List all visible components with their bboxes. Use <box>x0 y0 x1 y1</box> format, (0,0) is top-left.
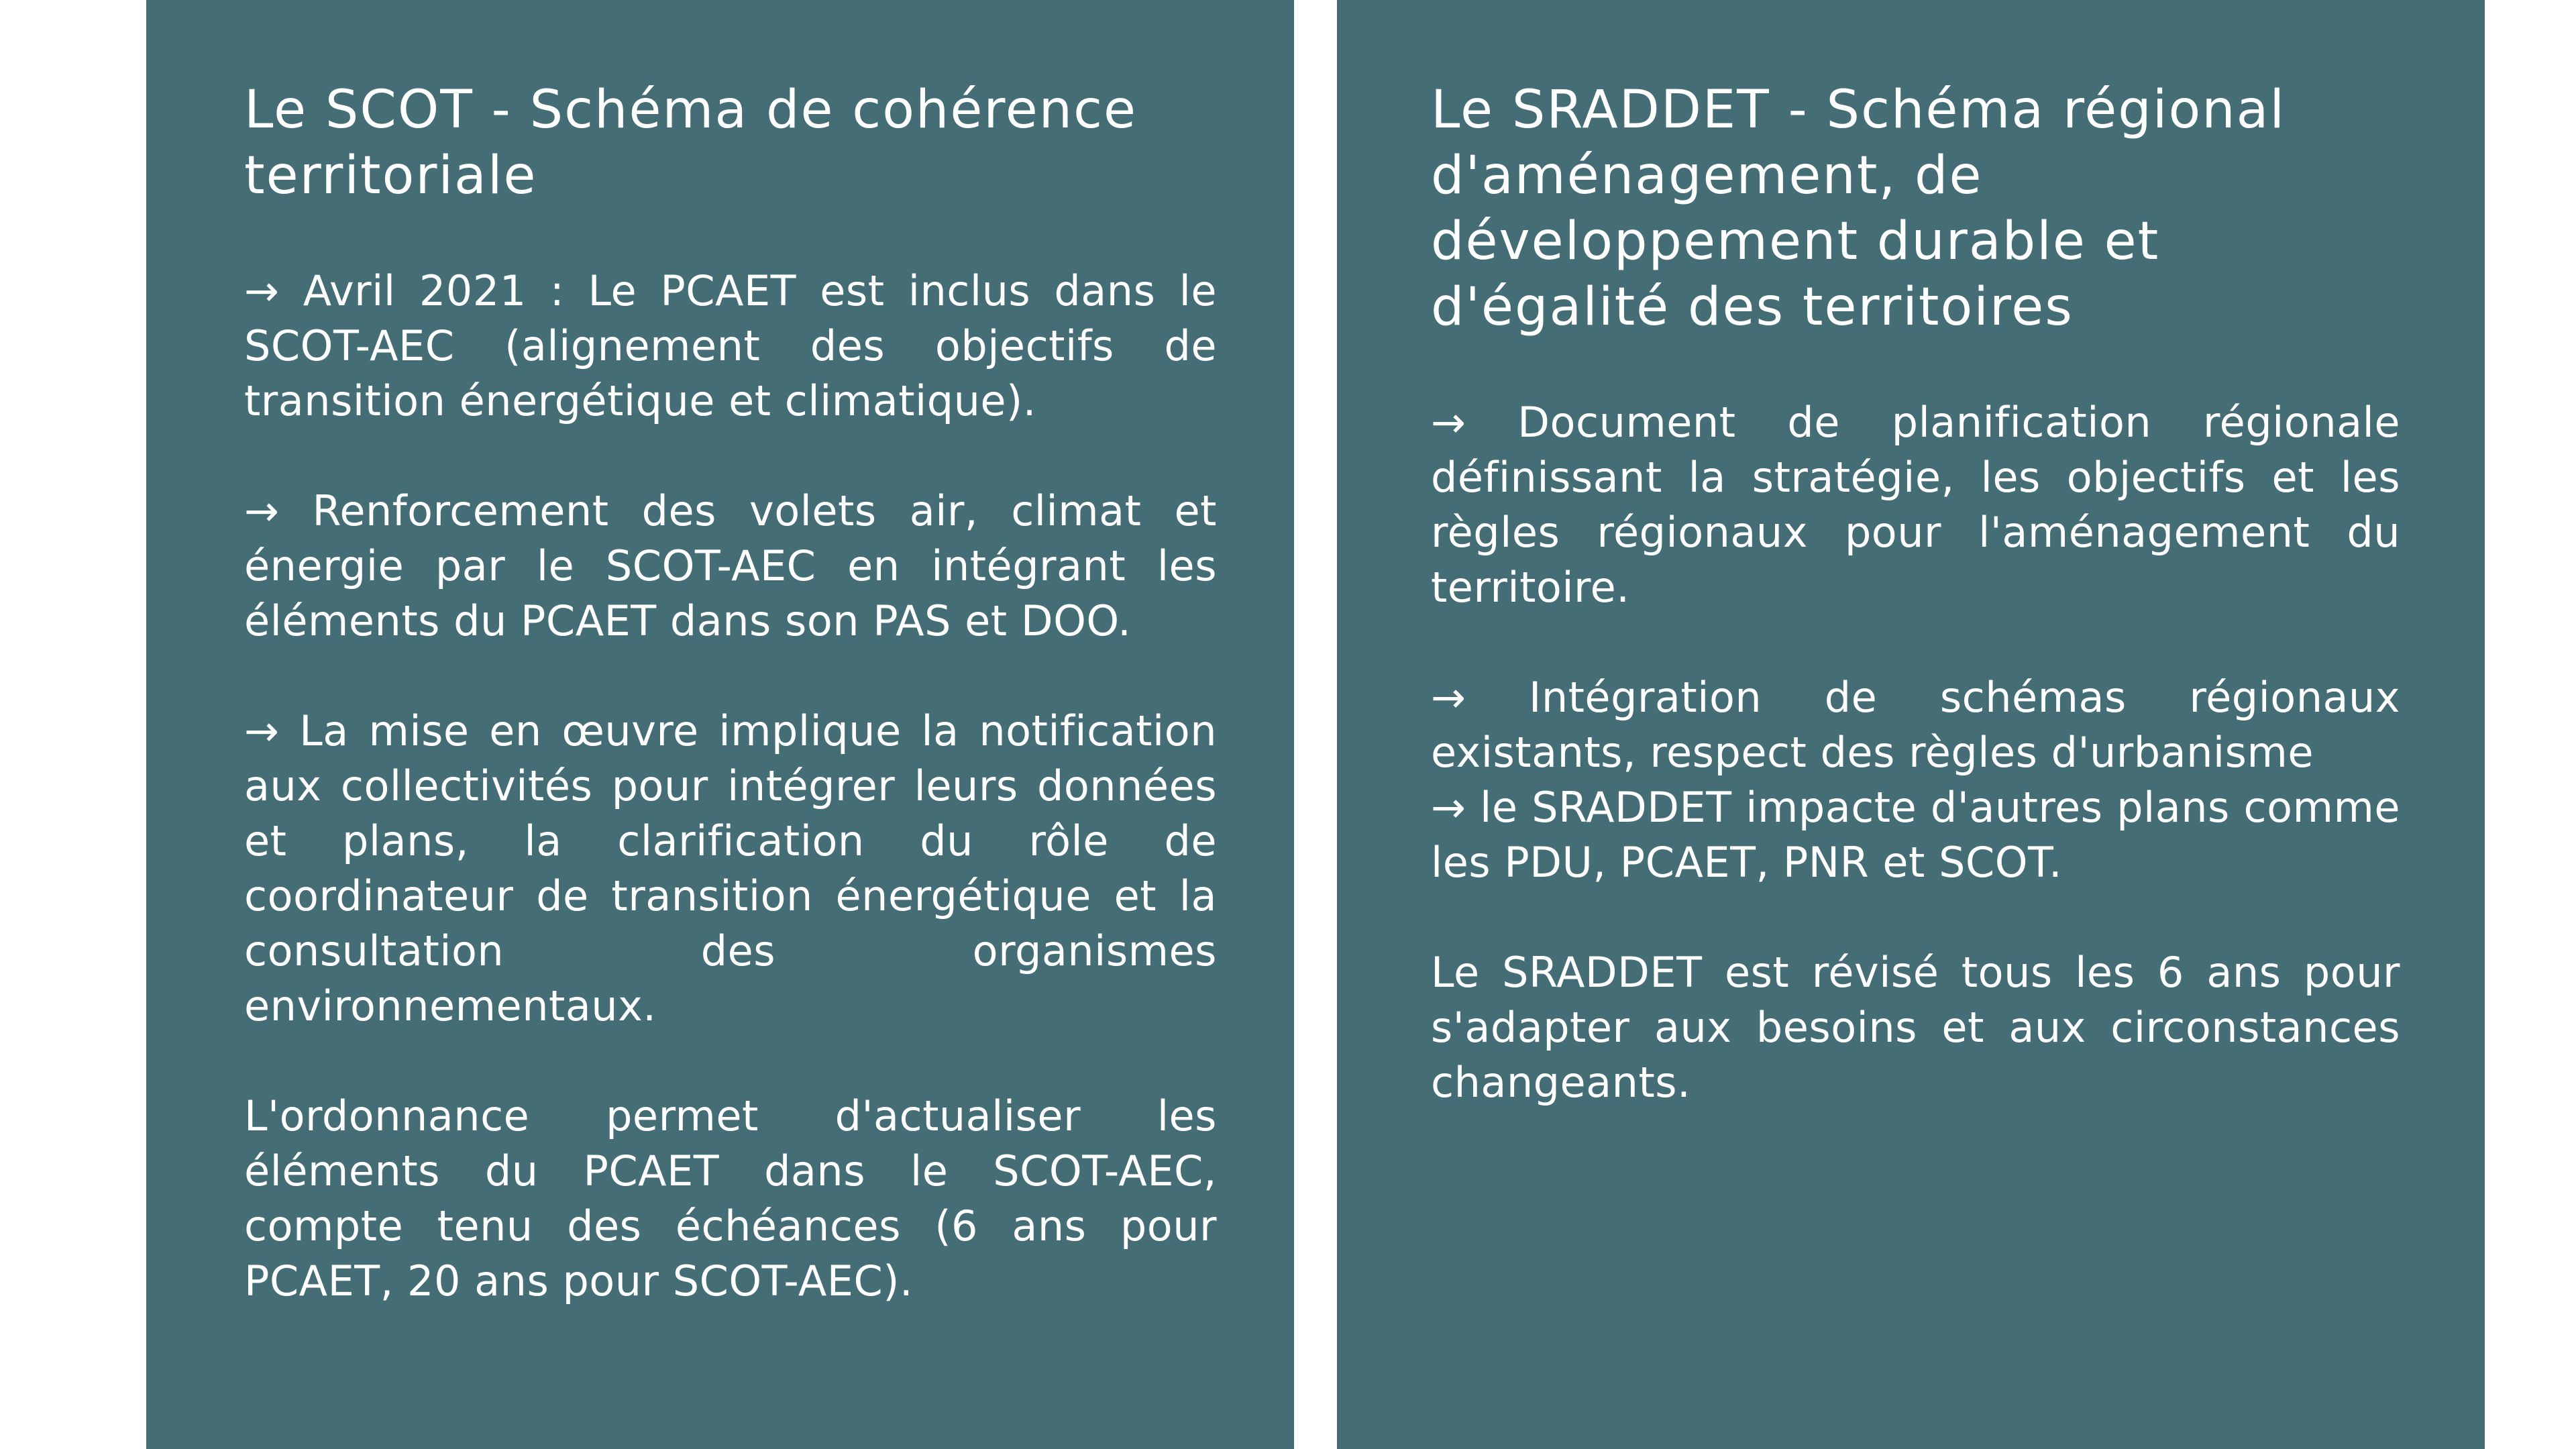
scot-paragraph-3: → La mise en œuvre implique la notification aux collectivités pour intégrer leurs données et plans, la clarification du rôle de coordinateur de transition énergétique et la consultation des organismes environnementaux. <box>244 706 1217 1030</box>
sraddet-title: Le SRADDET - Schéma régional d'aménagement, de développement durable et d'égalité des territoires <box>1431 80 2286 337</box>
sraddet-panel <box>1337 0 2485 1449</box>
scot-content <box>244 77 1217 1309</box>
scot-paragraph-4: L'ordonnance permet d'actualiser les éléments du PCAET dans le SCOT-AEC, compte tenu des échéances (6 ans pour PCAET, 20 ans pour SCOT-AEC). <box>244 1091 1217 1305</box>
scot-title: Le SCOT - Schéma de cohérence territoriale <box>244 80 1137 206</box>
sraddet-paragraph-1: → Document de planification régionale définissant la stratégie, les objectifs et les règles régionaux pour l'aménagement du territoire. <box>1431 398 2400 612</box>
sraddet-paragraph-3: Le SRADDET est révisé tous les 6 ans pour s'adapter aux besoins et aux circonstances changeants. <box>1431 948 2400 1107</box>
scot-panel <box>146 0 1294 1449</box>
sraddet-paragraph-2: → Intégration de schémas régionaux existants, respect des règles d'urbanisme → le SRADDET impacte d'autres plans comme les PDU, PCAET, PNR et SCOT. <box>1431 673 2400 887</box>
scot-paragraph-1: → Avril 2021 : Le PCAET est inclus dans le SCOT-AEC (alignement des objectifs de transition énergétique et climatique). <box>244 266 1217 425</box>
scot-paragraph-2: → Renforcement des volets air, climat et énergie par le SCOT-AEC en intégrant les éléments du PCAET dans son PAS et DOO. <box>244 486 1217 645</box>
sraddet-content <box>1431 77 2400 1110</box>
